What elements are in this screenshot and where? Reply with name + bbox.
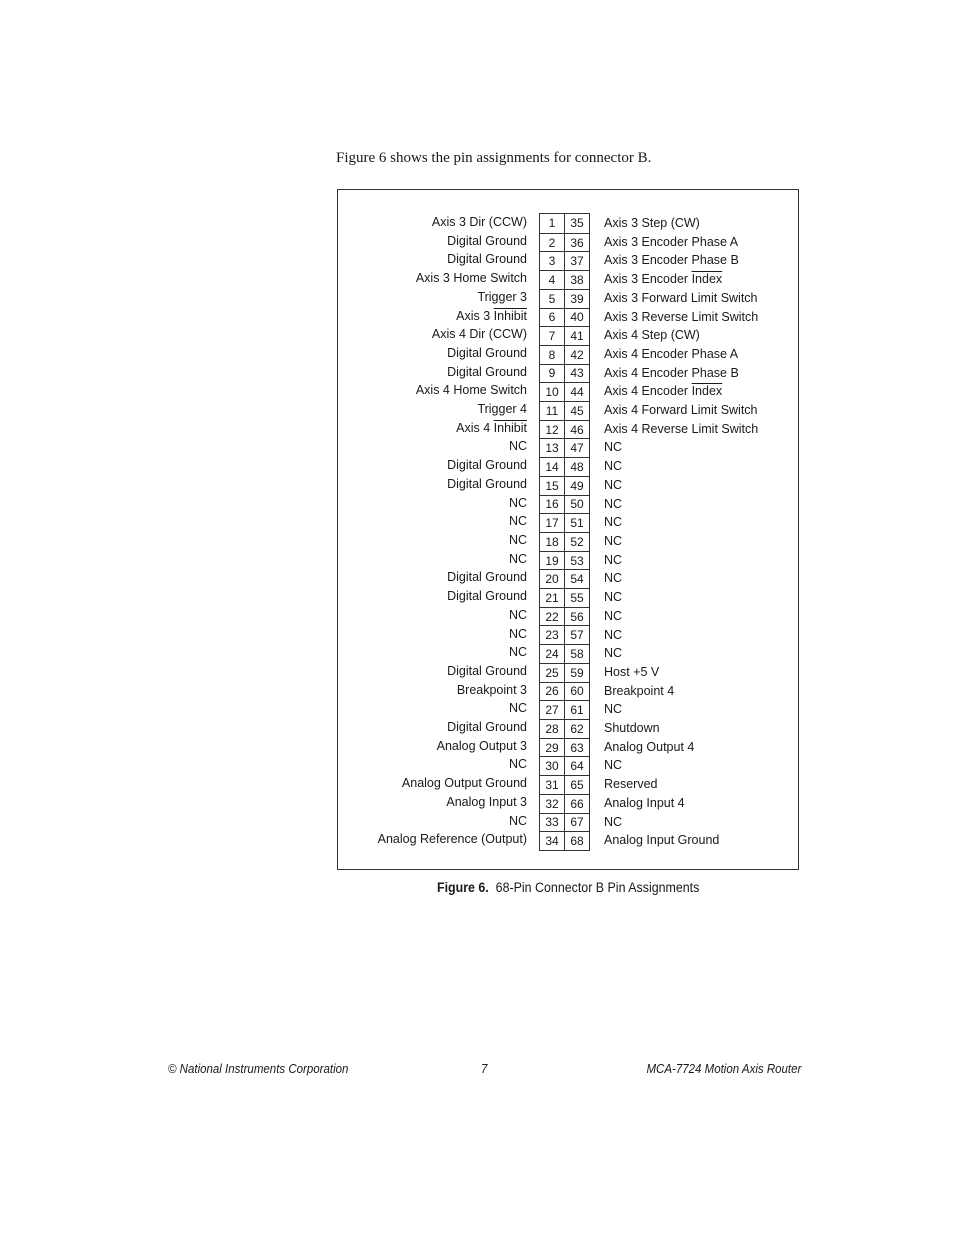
pin-label-right-text: NC xyxy=(604,627,623,642)
pin-number-right: 59 xyxy=(570,665,584,680)
pin-label-left-text: NC xyxy=(508,533,527,547)
pin-number-right: 40 xyxy=(570,310,584,325)
pin-label-left xyxy=(447,364,527,380)
pin-label-left-text: Trigger 4 xyxy=(477,402,527,417)
pin-label-left-text: NC xyxy=(508,701,527,716)
pin-row xyxy=(540,420,589,439)
pin-number-right: 67 xyxy=(570,815,584,830)
pin-number-right: 53 xyxy=(570,553,584,568)
pin-label-left xyxy=(509,607,527,623)
pin-number-left: 10 xyxy=(545,385,559,400)
pin-label-left xyxy=(447,476,527,492)
pin-label-left-text: NC xyxy=(508,439,527,454)
pin-label-right-text: NC xyxy=(604,552,623,567)
pin-label-right-text: Axis 4 Reverse Limit Switch xyxy=(604,421,759,436)
pin-number-right: 68 xyxy=(570,834,584,849)
pin-label-left xyxy=(447,569,527,585)
pin-row xyxy=(540,476,589,495)
pin-label-right-text: NC xyxy=(604,515,623,530)
pin-label-left xyxy=(447,588,527,604)
pin-label-left xyxy=(447,345,527,361)
footer-copyright: © National Instruments Corporation xyxy=(168,1062,349,1076)
pin-label-left xyxy=(509,532,527,548)
pin-number-left: 17 xyxy=(545,516,559,531)
pin-number-left: 3 xyxy=(548,254,556,269)
pin-label-left-text: Digital Ground xyxy=(447,252,527,267)
pin-label-right xyxy=(604,290,758,306)
pin-number-left: 20 xyxy=(545,572,559,587)
pin-label-right-text: Axis 4 Step (CW) xyxy=(604,328,700,343)
connector-pin-table xyxy=(539,213,590,851)
footer-product-name: MCA-7724 Motion Axis Router xyxy=(646,1062,801,1076)
pin-label-right-text: NC xyxy=(604,440,623,455)
intro-paragraph: Figure 6 shows the pin assignments for connector B. xyxy=(336,150,652,166)
pin-row xyxy=(540,588,589,607)
pin-label-left-text: NC xyxy=(508,626,527,641)
pin-number-right: 36 xyxy=(570,235,584,250)
pin-number-left: 7 xyxy=(548,329,556,344)
pin-label-right xyxy=(604,533,622,549)
pin-label-left xyxy=(447,663,527,679)
pin-label-right-active-low: Index xyxy=(691,384,723,399)
pin-label-left-text: NC xyxy=(508,813,527,828)
pin-label-right xyxy=(604,701,622,717)
pin-label-right xyxy=(604,814,622,830)
pin-label-left xyxy=(416,382,527,398)
pin-label-right-text: Axis 3 Forward Limit Switch xyxy=(604,290,758,305)
pin-label-right xyxy=(604,645,622,661)
pin-label-left-text: NC xyxy=(508,551,527,566)
pin-row xyxy=(540,551,589,570)
pin-label-left-text: Digital Ground xyxy=(447,233,527,248)
pin-label-right-text: NC xyxy=(604,646,623,661)
pin-label-right xyxy=(604,757,622,773)
pin-label-right xyxy=(604,365,739,381)
pin-label-right-text: Axis 4 Encoder Phase A xyxy=(604,346,739,361)
pin-number-right: 65 xyxy=(570,777,584,792)
pin-number-left: 22 xyxy=(545,609,559,624)
pin-number-left: 9 xyxy=(548,366,556,381)
pin-row xyxy=(540,532,589,551)
pin-number-left: 2 xyxy=(548,235,556,250)
pin-label-right-text: Breakpoint 4 xyxy=(604,683,675,698)
pin-label-left-text: Digital Ground xyxy=(447,589,527,604)
pin-number-right: 43 xyxy=(570,366,584,381)
pin-row xyxy=(540,438,589,457)
pin-number-right: 63 xyxy=(570,740,584,755)
pin-label-left xyxy=(447,457,527,473)
pin-label-right xyxy=(604,234,738,250)
pin-number-left: 32 xyxy=(545,796,559,811)
pin-label-right xyxy=(604,664,659,680)
pin-number-right: 56 xyxy=(570,609,584,624)
pin-label-right-text: NC xyxy=(604,814,623,829)
pin-number-left: 5 xyxy=(548,291,556,306)
pin-row xyxy=(540,214,589,233)
pin-number-left: 26 xyxy=(545,684,559,699)
pin-number-left: 15 xyxy=(545,478,559,493)
pin-label-right-text: Axis 3 Step (CW) xyxy=(604,216,700,230)
pin-row xyxy=(540,644,589,663)
pin-label-left xyxy=(432,214,527,230)
pin-number-right: 64 xyxy=(570,759,584,774)
pin-label-left xyxy=(509,551,527,567)
pin-label-right xyxy=(604,458,622,474)
pin-label-right xyxy=(604,570,622,586)
pin-row xyxy=(540,495,589,514)
pin-label-left-text: NC xyxy=(508,757,527,772)
pin-label-right xyxy=(604,739,694,755)
pin-label-right xyxy=(604,514,622,530)
pin-label-right xyxy=(604,439,622,455)
pin-label-right-text: NC xyxy=(604,496,623,511)
pin-label-left-text: NC xyxy=(508,645,527,660)
pin-label-right-text: NC xyxy=(604,758,623,773)
pin-number-left: 34 xyxy=(545,834,559,849)
pin-row xyxy=(540,813,589,832)
pin-number-right: 46 xyxy=(570,422,584,437)
pin-label-left xyxy=(456,420,527,436)
pin-number-left: 16 xyxy=(545,497,559,512)
pin-label-left-text: Digital Ground xyxy=(447,663,527,678)
pin-number-right: 50 xyxy=(570,497,584,512)
pin-label-left-text: Digital Ground xyxy=(447,458,527,473)
pin-number-left: 12 xyxy=(545,422,559,437)
pin-row xyxy=(540,382,589,401)
pin-label-right xyxy=(604,346,738,362)
pin-row xyxy=(540,345,589,364)
pin-number-left: 28 xyxy=(545,721,559,736)
pin-label-left-text: Breakpoint 3 xyxy=(456,682,527,697)
pin-label-left xyxy=(477,289,527,305)
pin-label-right xyxy=(604,271,722,287)
pin-label-right xyxy=(604,327,700,343)
figure-caption xyxy=(437,880,699,895)
pin-label-right-text: Analog Output 4 xyxy=(604,739,695,754)
pin-row xyxy=(540,700,589,719)
pin-number-right: 45 xyxy=(570,403,584,418)
pin-row xyxy=(540,625,589,644)
pin-number-right: 47 xyxy=(570,441,584,456)
pin-label-left-text: Axis 3 Dir (CCW) xyxy=(431,215,527,229)
pin-number-right: 57 xyxy=(570,628,584,643)
pin-number-left: 24 xyxy=(545,647,559,662)
pin-label-left xyxy=(447,719,527,735)
pin-label-right xyxy=(604,496,622,512)
pin-label-left xyxy=(509,700,527,716)
pin-number-left: 31 xyxy=(545,777,559,792)
pin-label-left xyxy=(509,813,527,829)
pin-label-right-text: NC xyxy=(604,534,623,548)
pin-label-right-text: Analog Input Ground xyxy=(604,833,720,848)
pin-label-right-text: Host +5 V xyxy=(604,664,660,679)
pin-label-right xyxy=(604,309,758,325)
pin-number-right: 42 xyxy=(570,347,584,362)
pin-label-right xyxy=(604,832,719,848)
pin-number-right: 61 xyxy=(570,703,584,718)
pin-row xyxy=(540,364,589,383)
pin-label-right xyxy=(604,683,674,699)
pin-label-right xyxy=(604,477,622,493)
pin-number-right: 58 xyxy=(570,647,584,662)
pin-row xyxy=(540,738,589,757)
pin-label-right-text: Axis 4 Encoder Phase B xyxy=(604,365,739,380)
figure-caption-label: Figure 6. xyxy=(437,880,489,895)
pin-number-left: 21 xyxy=(545,590,559,605)
pin-row xyxy=(540,756,589,775)
pin-label-left-active-low: Inhibit xyxy=(493,308,527,323)
pin-label-right-text: Reserved xyxy=(604,777,658,792)
pin-number-left: 27 xyxy=(545,703,559,718)
pin-label-left-text: Axis 4 Dir (CCW) xyxy=(431,327,527,342)
pin-row xyxy=(540,457,589,476)
pin-label-left xyxy=(509,626,527,642)
pin-label-left xyxy=(447,251,527,267)
pin-number-right: 44 xyxy=(570,385,584,400)
pin-row xyxy=(540,513,589,532)
pin-label-left-text: Analog Reference (Output) xyxy=(377,832,527,847)
pin-label-right-text: Axis 4 Forward Limit Switch xyxy=(604,403,758,418)
pin-label-left xyxy=(416,270,527,286)
pin-label-left xyxy=(509,644,527,660)
pin-label-right xyxy=(604,252,739,268)
pin-number-right: 51 xyxy=(570,516,584,531)
pin-row xyxy=(540,326,589,345)
pin-row xyxy=(540,663,589,682)
pin-row xyxy=(540,270,589,289)
pin-number-left: 33 xyxy=(545,815,559,830)
pin-label-left-text: Digital Ground xyxy=(447,345,527,360)
pin-label-right-text: NC xyxy=(604,477,623,492)
pin-number-left: 14 xyxy=(545,459,559,474)
pin-label-right xyxy=(604,383,722,399)
pin-label-left xyxy=(447,233,527,249)
pin-label-right xyxy=(604,608,622,624)
pin-label-right xyxy=(604,589,622,605)
pin-number-left: 23 xyxy=(545,628,559,643)
pin-label-left xyxy=(509,513,527,529)
pin-number-right: 35 xyxy=(570,216,584,231)
pin-label-left-text: Axis 3 xyxy=(456,308,491,323)
pin-row xyxy=(540,251,589,270)
pin-label-left-text: Analog Output 3 xyxy=(436,738,527,753)
pin-row xyxy=(540,831,589,850)
pin-row xyxy=(540,401,589,420)
pin-label-left-text: NC xyxy=(508,607,527,622)
pin-label-right xyxy=(604,720,660,736)
pin-label-right xyxy=(604,795,685,811)
pin-label-right-text: NC xyxy=(604,459,623,474)
pin-label-right xyxy=(604,776,658,792)
pin-label-left-text: Digital Ground xyxy=(447,476,527,491)
pin-label-right-text: NC xyxy=(604,571,623,586)
pin-label-right-text: Axis 3 Encoder Phase B xyxy=(604,253,739,268)
pin-label-left xyxy=(509,438,527,454)
pin-row xyxy=(540,569,589,588)
pin-label-left-text: Trigger 3 xyxy=(477,289,527,304)
pin-label-right-text: Shutdown xyxy=(604,721,660,736)
pin-label-left xyxy=(402,775,527,791)
pin-label-left xyxy=(456,308,527,324)
pin-label-left-text: Analog Output Ground xyxy=(401,776,527,791)
pin-label-right-text: Axis 3 Encoder Phase A xyxy=(604,234,739,249)
pin-label-right-text: NC xyxy=(604,590,623,605)
pin-row xyxy=(540,794,589,813)
pin-number-left: 25 xyxy=(545,665,559,680)
pin-row xyxy=(540,233,589,252)
pin-label-left-text: NC xyxy=(508,495,527,510)
pin-label-right-text: NC xyxy=(604,608,623,623)
pin-label-left-text: Axis 3 Home Switch xyxy=(415,271,527,286)
pin-number-right: 62 xyxy=(570,721,584,736)
pin-number-right: 60 xyxy=(570,684,584,699)
pin-label-left-text: Analog Input 3 xyxy=(446,794,527,809)
pin-label-right xyxy=(604,552,622,568)
pin-number-left: 19 xyxy=(545,553,559,568)
footer-page-number: 7 xyxy=(481,1062,488,1076)
pin-number-left: 13 xyxy=(545,441,559,456)
pin-label-left-active-low: Inhibit xyxy=(493,420,527,435)
pin-number-right: 52 xyxy=(570,534,584,549)
pin-label-left xyxy=(432,326,527,342)
pin-label-left xyxy=(378,831,527,847)
pin-number-right: 54 xyxy=(570,572,584,587)
pin-number-right: 66 xyxy=(570,796,584,811)
pin-label-left xyxy=(437,738,527,754)
pin-number-right: 39 xyxy=(570,291,584,306)
pin-label-left-text: Digital Ground xyxy=(447,720,527,735)
pin-row xyxy=(540,775,589,794)
pin-number-right: 48 xyxy=(570,459,584,474)
pin-label-right-text: NC xyxy=(604,702,623,717)
pin-label-left-text: Digital Ground xyxy=(447,364,527,379)
pin-number-left: 8 xyxy=(548,347,556,362)
pin-label-right-text: Axis 3 Encoder xyxy=(604,272,689,287)
pin-number-left: 4 xyxy=(548,272,556,287)
pin-label-left-text: Digital Ground xyxy=(447,570,527,585)
pin-row xyxy=(540,289,589,308)
pin-label-left xyxy=(509,756,527,772)
pin-number-left: 18 xyxy=(545,534,559,549)
pin-label-right xyxy=(604,421,758,437)
pin-row xyxy=(540,607,589,626)
pin-number-right: 38 xyxy=(570,272,584,287)
pin-label-right-text: Axis 4 Encoder xyxy=(604,384,689,399)
pin-number-left: 11 xyxy=(545,403,559,418)
pin-row xyxy=(540,308,589,327)
pin-number-left: 1 xyxy=(548,216,556,231)
pin-label-right xyxy=(604,402,758,418)
pin-label-right xyxy=(604,627,622,643)
pin-number-right: 49 xyxy=(570,478,584,493)
figure-caption-text: 68-Pin Connector B Pin Assignments xyxy=(495,880,700,895)
pin-label-left xyxy=(457,682,527,698)
pin-number-left: 30 xyxy=(545,759,559,774)
pin-row xyxy=(540,682,589,701)
pin-number-right: 55 xyxy=(570,590,584,605)
pin-row xyxy=(540,719,589,738)
pin-number-right: 37 xyxy=(570,254,584,269)
pin-label-left xyxy=(446,794,527,810)
pin-number-left: 29 xyxy=(545,740,559,755)
pin-label-right-text: Axis 3 Reverse Limit Switch xyxy=(604,309,759,324)
pin-number-left: 6 xyxy=(548,310,556,325)
pin-label-right-text: Analog Input 4 xyxy=(604,795,685,810)
pin-label-left-text: Axis 4 Home Switch xyxy=(415,383,527,398)
pin-label-left-text: Axis 4 xyxy=(456,420,491,435)
pin-label-right-active-low: Index xyxy=(691,272,723,287)
pin-label-left-text: NC xyxy=(508,514,527,529)
pin-number-right: 41 xyxy=(570,329,584,344)
pin-label-left xyxy=(477,401,527,417)
pin-label-left xyxy=(509,495,527,511)
pin-label-right xyxy=(604,215,700,231)
